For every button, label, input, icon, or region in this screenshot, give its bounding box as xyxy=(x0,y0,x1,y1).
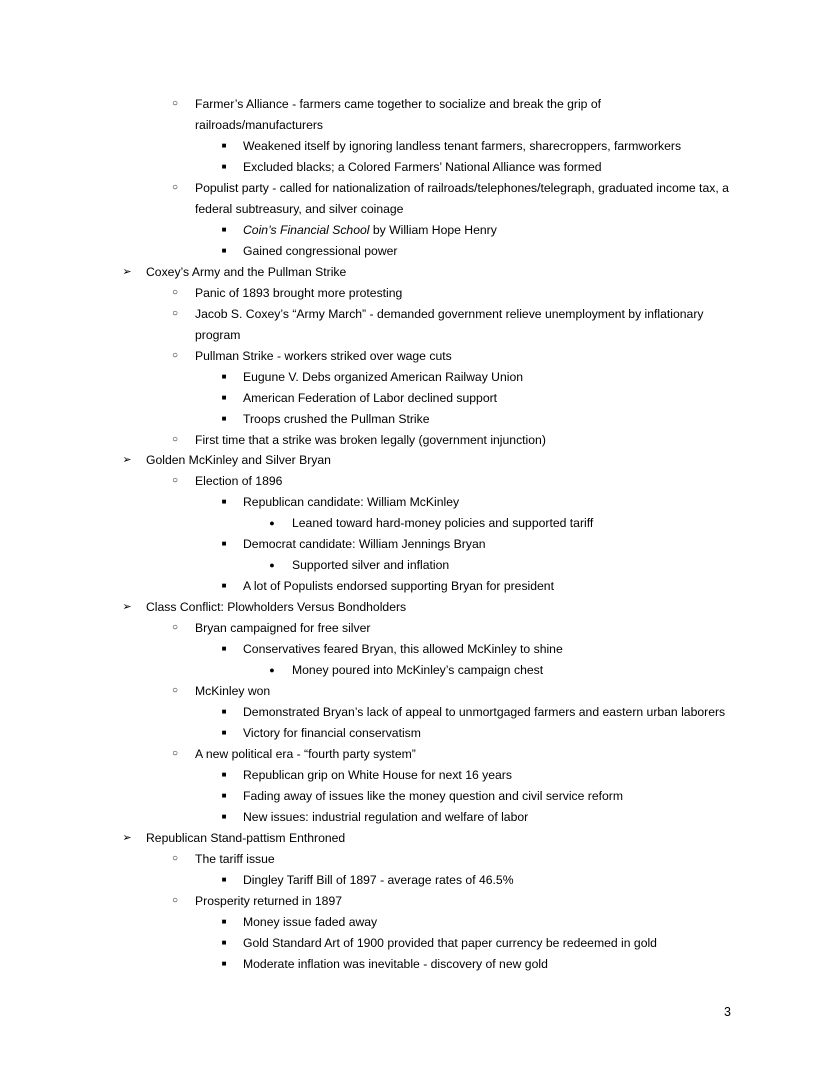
line-text: Election of 1896 xyxy=(195,474,283,489)
outline-line-level-2 xyxy=(195,327,240,343)
bullet-level-3: ■ xyxy=(221,392,227,402)
outline-line-level-2 xyxy=(195,432,546,448)
line-text: Money poured into McKinley’s campaign chest xyxy=(292,663,544,678)
bullet-level-2: ○ xyxy=(171,475,179,487)
line-text: American Federation of Labor declined support xyxy=(243,390,498,405)
line-text: Class Conflict: Plowholders Versus Bondholders xyxy=(146,600,407,615)
bullet-level-2: ○ xyxy=(171,622,179,634)
bullet-level-2: ○ xyxy=(171,685,179,697)
line-text: Troops crushed the Pullman Strike xyxy=(243,411,430,426)
bullet-level-3: ■ xyxy=(221,371,227,381)
bullet-level-3: ■ xyxy=(221,224,227,234)
line-text: Victory for financial conservatism xyxy=(243,726,421,741)
outline-line-level-3 xyxy=(243,809,528,825)
bullet-level-3: ■ xyxy=(221,140,227,150)
outline-line-level-2 xyxy=(195,620,370,636)
line-text: First time that a strike was broken legally (government injunction) xyxy=(195,432,546,447)
outline-line-level-2 xyxy=(195,117,323,133)
line-text: Republican Stand-pattism Enthroned xyxy=(146,830,346,845)
line-text: Democrat candidate: William Jennings Bryan xyxy=(243,537,486,552)
bullet-level-2: ○ xyxy=(171,852,179,864)
bullet-level-3: ■ xyxy=(221,770,227,780)
bullet-level-3: ■ xyxy=(221,811,227,821)
line-text: Demonstrated Bryan’s lack of appeal to unmortgaged farmers and eastern urban laborers xyxy=(243,705,726,720)
line-text: Excluded blacks; a Colored Farmers’ National Alliance was formed xyxy=(243,159,602,174)
bullet-level-3: ■ xyxy=(221,791,227,800)
bullet-level-3: ■ xyxy=(221,161,227,171)
bullet-level-3: ■ xyxy=(221,581,227,591)
line-text: Supported silver and inflation xyxy=(292,558,450,573)
outline-line-level-1 xyxy=(146,830,345,846)
line-text: The tariff issue xyxy=(195,851,275,866)
outline-line-level-3 xyxy=(243,725,421,741)
outline-line-level-3 xyxy=(243,935,657,951)
bullet-level-2: ○ xyxy=(171,181,179,193)
bullet-level-3: ■ xyxy=(221,728,227,738)
line-text: Fading away of issues like the money question and civil service reform xyxy=(243,789,624,803)
outline-line-level-3 xyxy=(243,914,377,930)
line-text: Panic of 1893 brought more protesting xyxy=(195,285,403,300)
outline-line-level-2 xyxy=(195,348,452,364)
bullet-level-3: ■ xyxy=(221,413,227,423)
line-text: Bryan campaigned for free silver xyxy=(195,621,371,636)
outline-line-level-3 xyxy=(243,872,514,888)
outline-line-level-3 xyxy=(243,704,725,720)
line-text: Republican grip on White House for next 16 years xyxy=(243,768,512,783)
line-text: Jacob S. Coxey’s “Army March” - demanded government relieve unemployment by inflationary xyxy=(195,306,704,321)
outline-line-level-2 xyxy=(195,473,282,489)
bullet-level-3: ■ xyxy=(221,916,227,926)
book-title: Coin’s Financial School xyxy=(243,222,370,237)
bullet-level-1: ➢ xyxy=(122,831,132,844)
bullet-level-3: ■ xyxy=(221,245,227,255)
outline-line-level-2 xyxy=(195,285,402,301)
outline-line-level-2 xyxy=(195,306,704,322)
outline-line-level-1 xyxy=(146,599,406,615)
outline-line-level-4 xyxy=(292,515,593,531)
bullet-level-2: ○ xyxy=(171,307,179,319)
line-text: Farmer’s Alliance - farmers came together to socialize and break the grip of xyxy=(195,97,601,111)
page-number: 3 xyxy=(724,1005,731,1019)
outline-line-level-3 xyxy=(243,159,602,175)
bullet-level-1: ➢ xyxy=(122,454,132,467)
line-text: by William Hope Henry xyxy=(369,222,497,237)
line-text: Republican candidate: William McKinley xyxy=(243,495,460,510)
bullet-level-4: ● xyxy=(269,665,275,676)
outline-line-level-2 xyxy=(195,180,729,196)
line-text: program xyxy=(195,327,241,342)
outline-line-level-4 xyxy=(292,557,449,573)
line-text: A new political era - “fourth party system” xyxy=(195,747,416,762)
bullet-level-3: ■ xyxy=(221,497,227,507)
outline-line-level-3 xyxy=(243,138,681,154)
outline-line-level-3 xyxy=(243,788,623,804)
outline-line-level-3 xyxy=(243,222,497,238)
outline-line-level-2 xyxy=(195,96,601,112)
outline-line-level-1 xyxy=(146,452,331,468)
outline-line-level-3 xyxy=(243,767,512,783)
outline-line-level-3 xyxy=(243,536,486,552)
bullet-level-3: ■ xyxy=(221,874,227,884)
bullet-level-2: ○ xyxy=(171,748,179,760)
outline-line-level-3 xyxy=(243,243,397,259)
line-text: railroads/manufacturers xyxy=(195,117,324,132)
line-text: Pullman Strike - workers striked over wage cuts xyxy=(195,348,452,363)
outline-line-level-1 xyxy=(146,264,346,280)
outline-line-level-3 xyxy=(243,411,430,427)
line-text: Moderate inflation was inevitable - discovery of new gold xyxy=(243,956,548,971)
line-text: Weakened itself by ignoring landless tenant farmers, sharecroppers, farmworkers xyxy=(243,138,682,153)
line-text: New issues: industrial regulation and welfare of labor xyxy=(243,809,529,824)
bullet-level-4: ● xyxy=(269,560,275,571)
outline-line-level-2 xyxy=(195,893,342,909)
line-text: Populist party - called for nationalization of railroads/telephones/telegraph, graduated income tax, a xyxy=(195,180,729,195)
bullet-level-2: ○ xyxy=(171,894,179,906)
line-text: A lot of Populists endorsed supporting Bryan for president xyxy=(243,579,554,594)
outline-line-level-2 xyxy=(195,683,270,699)
outline-line-level-3 xyxy=(243,494,459,510)
line-text: Gained congressional power xyxy=(243,243,398,258)
bullet-level-1: ➢ xyxy=(122,601,132,614)
bullet-level-2: ○ xyxy=(171,433,179,445)
line-text: Gold Standard Art of 1900 provided that paper currency be redeemed in gold xyxy=(243,935,657,950)
outline-line-level-3 xyxy=(243,390,497,406)
outline-line-level-3 xyxy=(243,956,548,972)
outline-line-level-4 xyxy=(292,662,543,678)
bullet-level-3: ■ xyxy=(221,937,227,947)
line-text: federal subtreasury, and silver coinage xyxy=(195,201,404,216)
bullet-level-3: ■ xyxy=(221,644,227,654)
line-text: Conservatives feared Bryan, this allowed McKinley to shine xyxy=(243,642,563,657)
bullet-level-4: ● xyxy=(269,518,275,529)
line-text: Prosperity returned in 1897 xyxy=(195,893,343,908)
bullet-level-3: ■ xyxy=(221,539,227,549)
line-text: Coxey’s Army and the Pullman Strike xyxy=(146,264,347,279)
bullet-level-3: ■ xyxy=(221,958,227,968)
bullet-level-1: ➢ xyxy=(122,265,132,278)
outline-line-level-2 xyxy=(195,201,403,217)
bullet-level-2: ○ xyxy=(171,286,179,298)
bullet-level-2: ○ xyxy=(171,349,179,361)
outline-line-level-2 xyxy=(195,746,416,762)
bullet-level-2: ○ xyxy=(171,98,179,109)
line-text: Eugune V. Debs organized American Railway Union xyxy=(243,369,524,384)
outline-line-level-3 xyxy=(243,578,554,594)
line-text: Money issue faded away xyxy=(243,914,378,929)
line-text: Leaned toward hard-money policies and supported tariff xyxy=(292,516,594,531)
bullet-level-3: ■ xyxy=(221,707,227,717)
outline-line-level-2 xyxy=(195,851,275,867)
line-text: McKinley won xyxy=(195,684,271,699)
outline-line-level-3 xyxy=(243,369,523,385)
line-text: Golden McKinley and Silver Bryan xyxy=(146,453,331,468)
outline-line-level-3 xyxy=(243,641,563,657)
line-text: Dingley Tariff Bill of 1897 - average rates of 46.5% xyxy=(243,872,514,887)
